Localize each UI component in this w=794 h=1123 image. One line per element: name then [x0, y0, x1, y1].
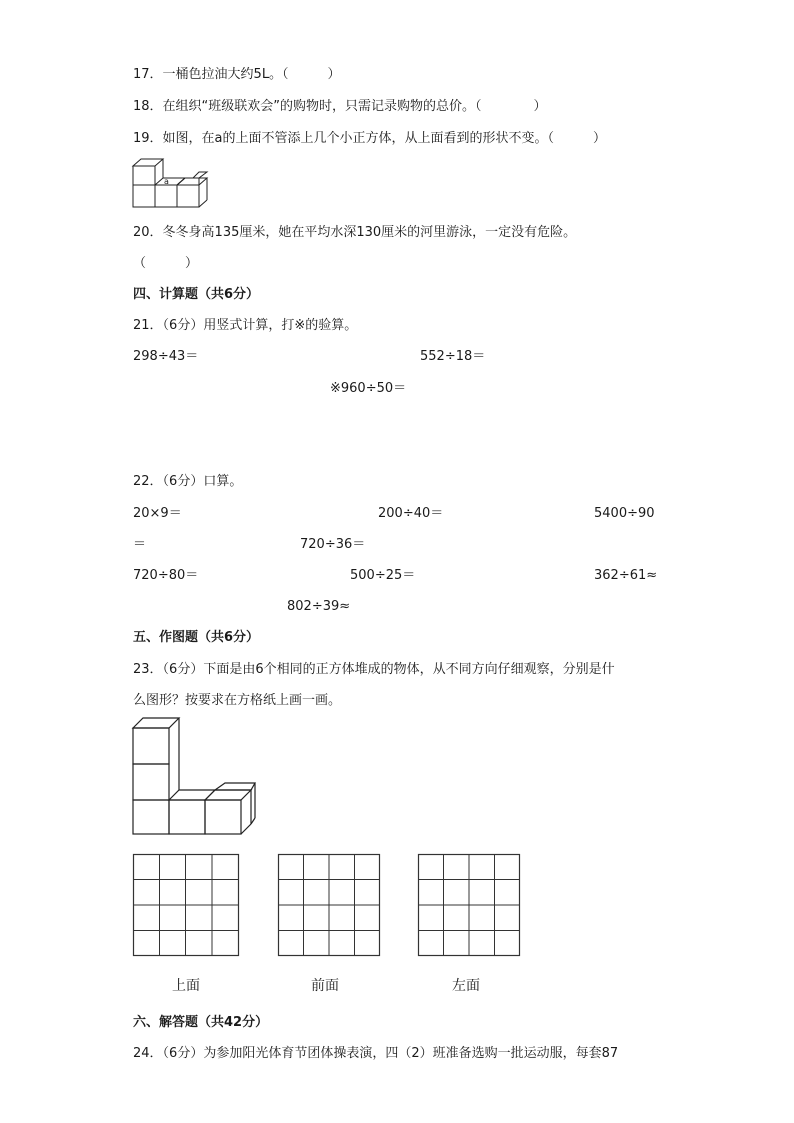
front-view-label: 前面 — [311, 978, 339, 994]
q23-cube-figure — [133, 718, 263, 836]
question-21: 21．（6分）用竖式计算，打※的验算。 — [133, 318, 358, 333]
front-view-grid[interactable] — [278, 854, 380, 956]
section-4-title: 四、计算题（共6分） — [133, 287, 260, 302]
question-24: 24．（6分）为参加阳光体育节团体操表演，四（2）班准备选购一批运动服，每套87 — [133, 1046, 619, 1061]
question-20: 20．冬冬身高135厘米，她在平均水深130厘米的河里游泳，一定没有危险。 — [133, 225, 577, 240]
question-23-line-2: 么图形？按要求在方格纸上画一画。 — [133, 693, 342, 708]
question-17: 17．一桶色拉油大约5L。（ ） — [133, 67, 341, 82]
q21-item-2: 552÷18＝ — [420, 349, 486, 364]
question-22: 22．（6分）口算。 — [133, 474, 243, 489]
q22-item-4: 720÷36＝ — [300, 537, 366, 552]
q22-item-7: 362÷61≈ — [594, 568, 658, 583]
q22-item-8: 802÷39≈ — [287, 599, 351, 614]
q22-item-2: 200÷40＝ — [378, 506, 444, 521]
question-19: 19．如图，在a的上面不管添上几个小正方体，从上面看到的形状不变。（ ） — [133, 131, 607, 146]
q21-item-1: 298÷43＝ — [133, 349, 199, 364]
q22-item-6: 500÷25＝ — [350, 568, 416, 583]
top-view-grid[interactable] — [133, 854, 239, 956]
q22-item-3-equals: ＝ — [133, 537, 147, 552]
question-20-answer-paren: （ ） — [133, 256, 199, 271]
question-18: 18．在组织“班级联欢会”的购物时，只需记录购物的总价。（ ） — [133, 99, 547, 114]
q22-item-1: 20×9＝ — [133, 506, 182, 521]
top-view-label: 上面 — [172, 978, 200, 994]
q22-item-5: 720÷80＝ — [133, 568, 199, 583]
q21-item-3: ※960÷50＝ — [330, 381, 407, 396]
q22-item-3: 5400÷90 — [594, 506, 655, 521]
q19-cube-label: a — [164, 177, 169, 186]
section-6-title: 六、解答题（共42分） — [133, 1015, 269, 1030]
left-view-grid[interactable] — [418, 854, 520, 956]
section-5-title: 五、作图题（共6分） — [133, 630, 260, 645]
question-23-line-1: 23．（6分）下面是由6个相同的正方体堆成的物体，从不同方向仔细观察，分别是什 — [133, 662, 615, 677]
left-view-label: 左面 — [452, 978, 480, 994]
